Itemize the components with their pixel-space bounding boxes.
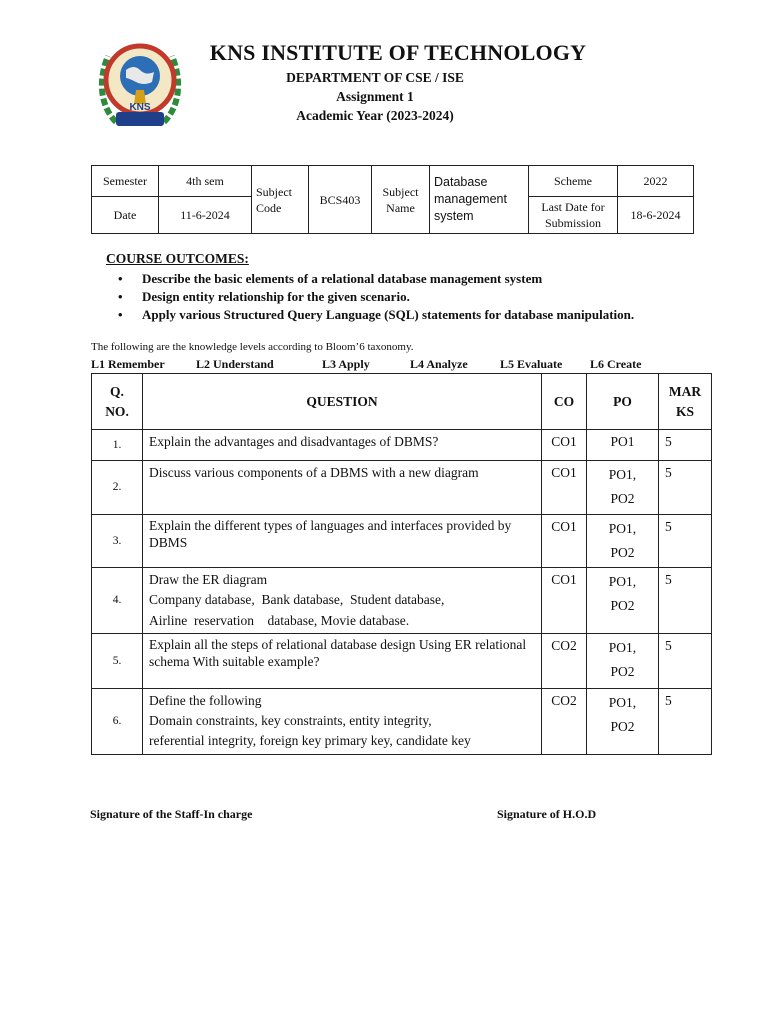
header-co: CO: [542, 374, 587, 430]
date-value: 11-6-2024: [159, 197, 252, 234]
level-l4: L4 Analyze: [410, 357, 468, 371]
department-name: DEPARTMENT OF CSE / ISE: [286, 70, 464, 85]
staff-signature-label: Signature of the Staff-In charge: [90, 807, 253, 821]
questions-table: [91, 373, 712, 755]
table-row: 1. Explain the advantages and disadvantages of DBMS? CO1 PO1 5: [92, 430, 712, 461]
last-date-label: Last Date for Submission: [529, 197, 618, 234]
level-l2: L2 Understand: [196, 357, 274, 371]
level-l6: L6 Create: [590, 357, 642, 371]
academic-year: Academic Year (2023-2024): [296, 108, 454, 123]
scheme-label: Scheme: [529, 166, 618, 197]
semester-label: Semester: [92, 166, 159, 197]
level-l5: L5 Evaluate: [500, 357, 563, 371]
course-outcomes-list: [112, 270, 634, 324]
bullet-icon: •: [118, 271, 123, 286]
scheme-value: 2022: [618, 166, 694, 197]
bullet-icon: •: [118, 289, 123, 304]
course-info-table: [91, 165, 694, 234]
hod-signature-label: Signature of H.O.D: [497, 807, 597, 821]
last-date-value: 18-6-2024: [618, 197, 694, 234]
taxonomy-note: The following are the knowledge levels according to Bloom’6 taxonomy.: [91, 341, 414, 353]
header-qno: Q. NO.: [92, 374, 143, 430]
date-label: Date: [92, 197, 159, 234]
table-row: 6. Define the following Domain constraints, key constraints, entity integrity, referential integrity, foreign key primary key, candidate key CO2 PO1, PO2 5: [92, 688, 712, 754]
table-row: 5. Explain all the steps of relational database design Using ER relational schema With suitable example? CO2 PO1, PO2 5: [92, 633, 712, 688]
table-row: 2. Discuss various components of a DBMS with a new diagram CO1 PO1, PO2 5: [92, 461, 712, 515]
level-l3: L3 Apply: [322, 357, 370, 371]
table-row: 4. Draw the ER diagram Company database, Bank database, Student database, Airline reservation database, Movie database. CO1 PO1, PO2 5: [92, 568, 712, 634]
header-marks: MAR KS: [659, 374, 712, 430]
assignment-title: Assignment 1: [336, 89, 414, 104]
list-item: • Apply various Structured Query Language (SQL) statements for database manipulation.: [118, 307, 635, 322]
institute-name: KNS INSTITUTE OF TECHNOLOGY: [209, 40, 587, 65]
header-question: QUESTION: [143, 374, 542, 430]
svg-text:KNS: KNS: [129, 102, 151, 113]
course-outcomes-heading: COURSE OUTCOMES:: [106, 251, 249, 266]
table-row: 3. Explain the different types of languages and interfaces provided by DBMS CO1 PO1, PO2 5: [92, 514, 712, 568]
subject-code-label: Subject Code: [252, 166, 309, 234]
list-item: • Design entity relationship for the given scenario.: [118, 289, 410, 304]
level-l1: L1 Remember: [91, 357, 165, 371]
bullet-icon: •: [118, 307, 123, 322]
subject-code-value: BCS403: [309, 166, 372, 234]
subject-name-label: Subject Name: [372, 166, 430, 234]
header-po: PO: [587, 374, 659, 430]
list-item: • Describe the basic elements of a relational database management system: [118, 271, 543, 286]
semester-value: 4th sem: [159, 166, 252, 197]
subject-name-value: Database management system: [430, 166, 529, 234]
